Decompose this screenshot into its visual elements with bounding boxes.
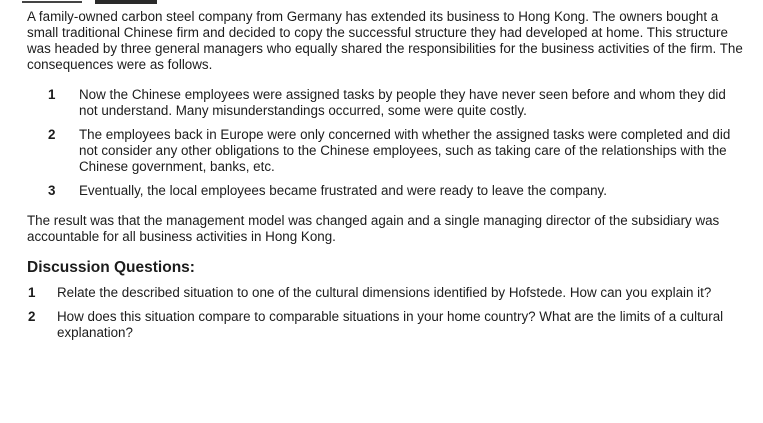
consequence-item bbox=[27, 127, 743, 175]
result-paragraph: The result was that the management model was changed again and a single managing director of the subsidiary was accountable for all business activities in Hong Kong. bbox=[27, 213, 720, 244]
item-number: 1 bbox=[48, 87, 56, 102]
question-number: 1 bbox=[28, 285, 36, 300]
consequences-list bbox=[27, 87, 743, 199]
top-edge-mark bbox=[22, 1, 82, 3]
item-text: The employees back in Europe were only concerned with whether the assigned tasks were completed and did not consider any other obligations to the Chinese employees, such as taking care of the relationships with the Chinese government, banks, etc. bbox=[79, 127, 731, 174]
discussion-heading: Discussion Questions: bbox=[27, 259, 195, 276]
item-number: 2 bbox=[48, 127, 56, 142]
top-heading-remnant bbox=[95, 0, 157, 4]
intro-paragraph: A family-owned carbon steel company from Germany has extended its business to Hong Kong. The owners bought a small traditional Chinese firm and decided to copy the successful structure they had developed at home. This structure was headed by three general managers who equally shared the responsibilities for the business activities of the firm. The consequences were as follows. bbox=[27, 9, 743, 72]
question-item bbox=[27, 309, 743, 341]
case-study-page bbox=[27, 9, 743, 349]
item-number: 3 bbox=[48, 183, 56, 198]
question-text: Relate the described situation to one of the cultural dimensions identified by Hofstede. How can you explain it? bbox=[57, 285, 712, 300]
question-text: How does this situation compare to comparable situations in your home country? What are the limits of a cultural explanation? bbox=[57, 309, 724, 340]
question-item bbox=[27, 285, 743, 301]
discussion-questions-list bbox=[27, 285, 743, 341]
consequence-item bbox=[27, 87, 743, 119]
item-text: Now the Chinese employees were assigned tasks by people they have never seen before and whom they did not understand. Many misunderstandings occurred, some were quite costly. bbox=[79, 87, 726, 118]
consequence-item bbox=[27, 183, 743, 199]
question-number: 2 bbox=[28, 309, 36, 324]
item-text: Eventually, the local employees became frustrated and were ready to leave the company. bbox=[79, 183, 607, 198]
